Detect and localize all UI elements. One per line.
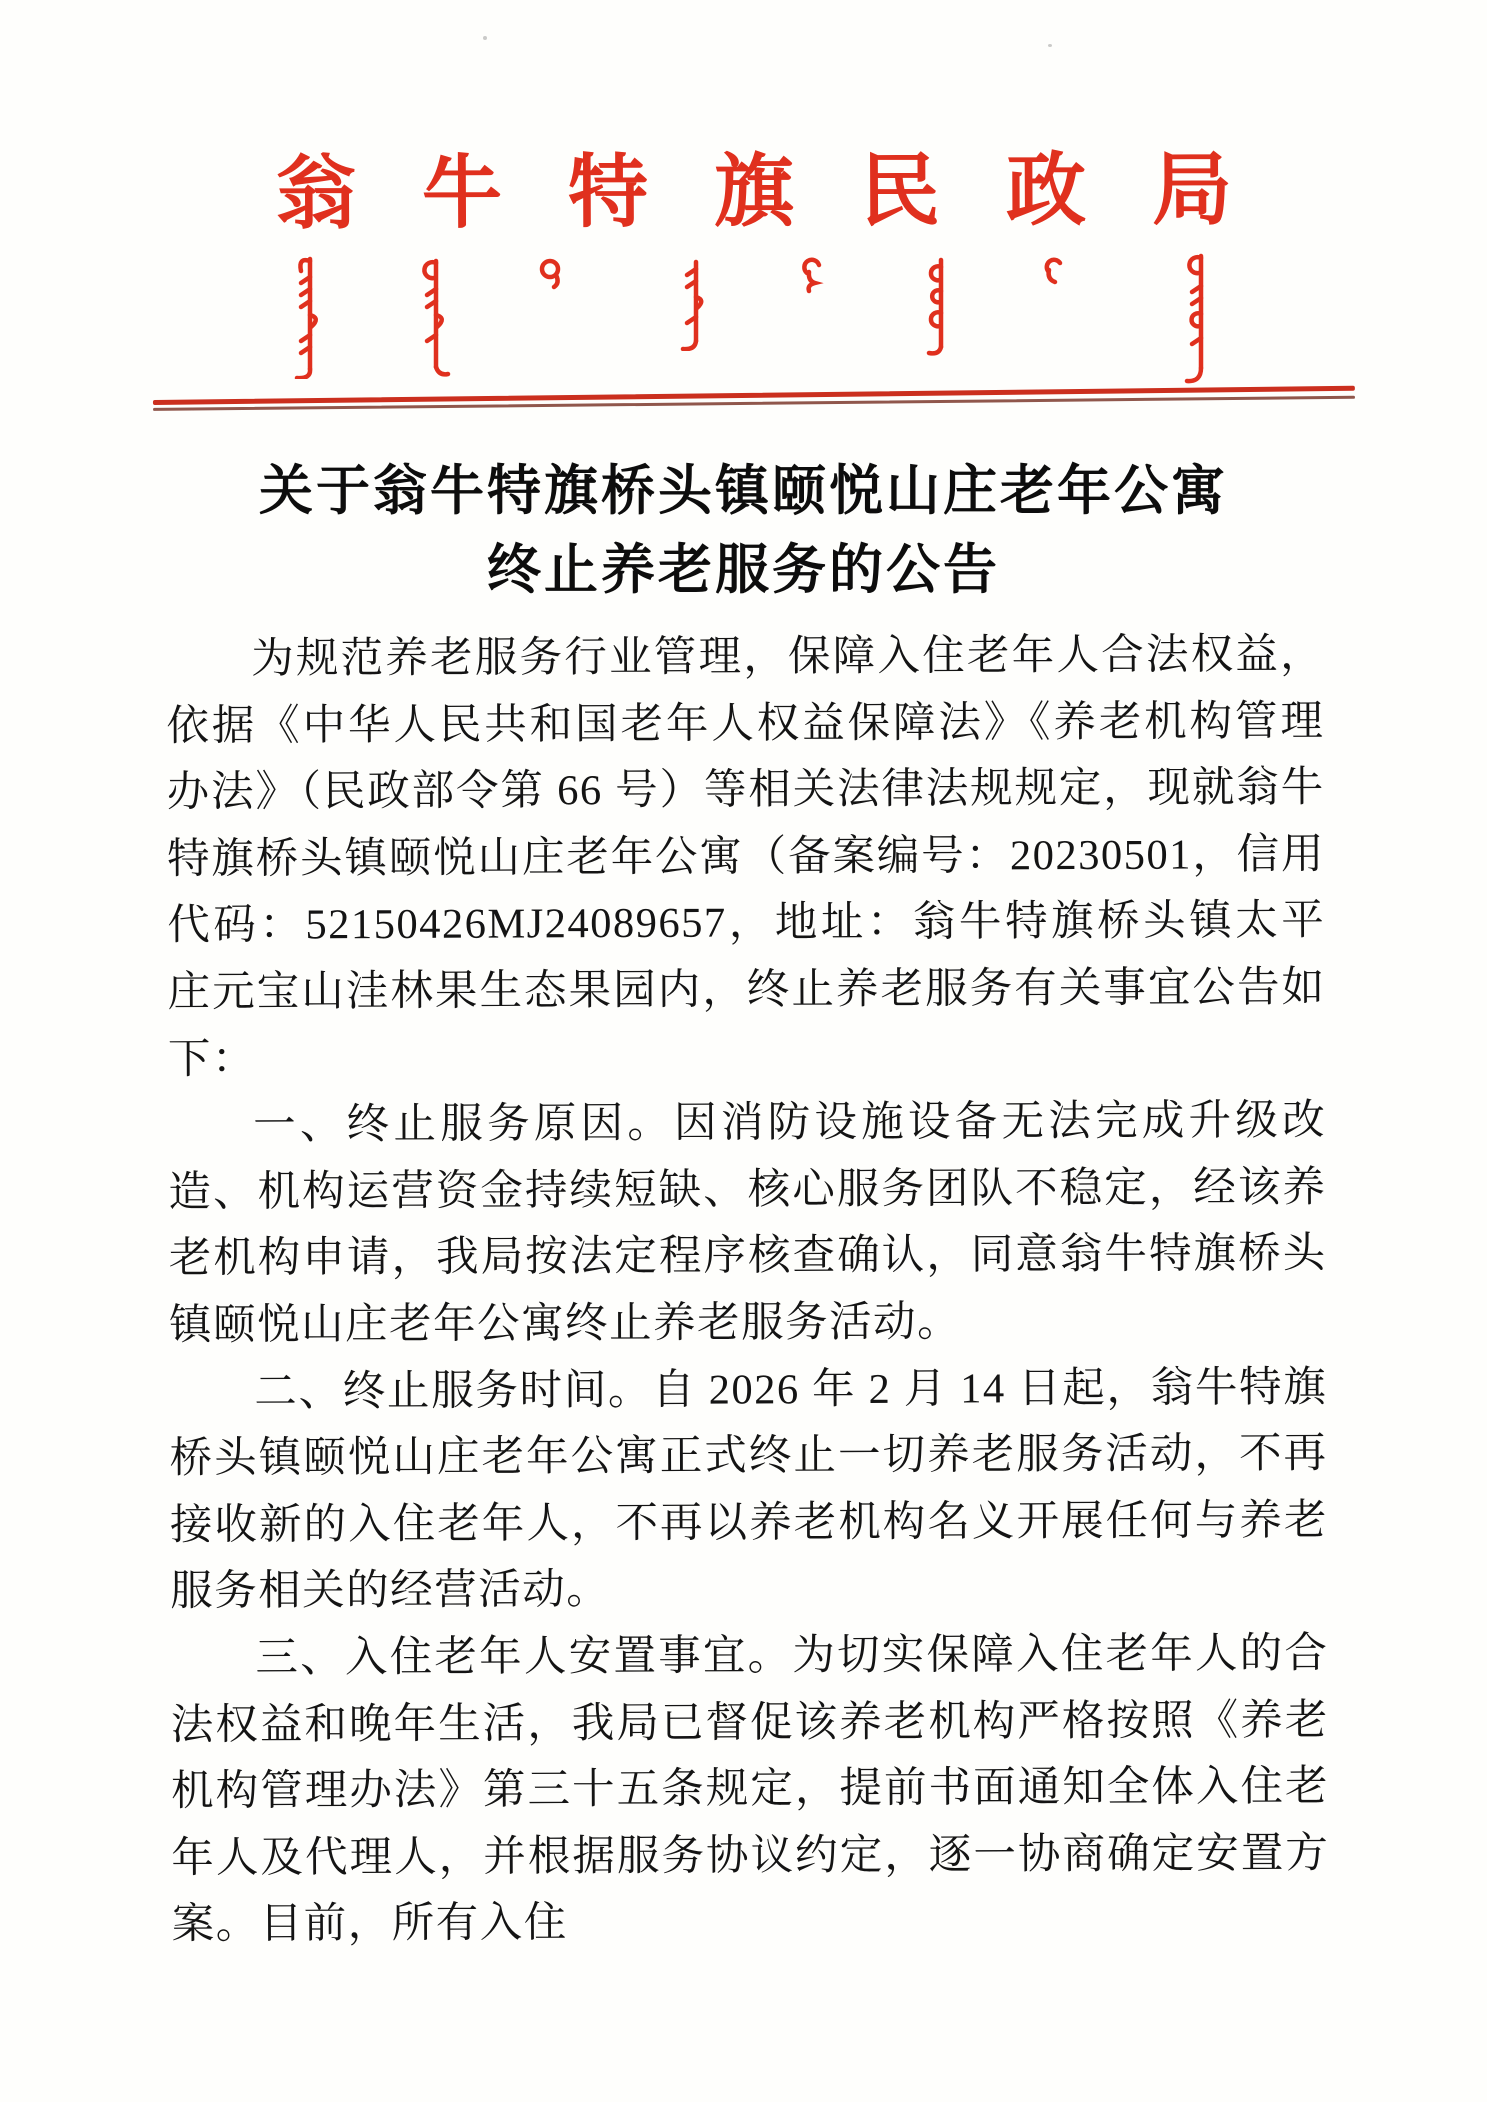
- agency-name-char: 特: [567, 149, 649, 238]
- announcement-title: [0, 452, 1487, 610]
- agency-name-char: 政: [1005, 147, 1087, 236]
- scan-speck: [483, 36, 487, 40]
- mongolian-script-word-icon: [529, 257, 573, 293]
- mongolian-script-word-icon: [1033, 255, 1077, 293]
- body-paragraph: 为规范养老服务行业管理，保障入住老年人合法权益，依据《中华人民共和国老年人权益保障法》《养老机构管理办法》（民政部令第 66 号）等相关法律法规规定，现就翁牛特旗桥头镇颐悦山庄老年公寓（备案编号：20230501，信用代码：52150426MJ24089657，地址：翁牛特旗桥头镇太平庄元宝山洼林果生态果园内，终止养老服务有关事宜公告如下：: [166, 630, 1326, 1083]
- red-separator-line: [153, 386, 1355, 412]
- mongolian-script-word-icon: [674, 257, 718, 351]
- mongolian-script-word-icon: [288, 253, 332, 379]
- mongolian-script-word-icon: [792, 255, 836, 297]
- agency-name-char: 旗: [713, 148, 795, 238]
- announcement-body: [166, 622, 1330, 1959]
- agency-name-char: 翁: [275, 150, 357, 240]
- announcement-title-line-2: 终止养老服务的公告: [487, 540, 1000, 600]
- mongolian-script-word-icon: [414, 255, 458, 377]
- announcement-title-line-1: 关于翁牛特旗桥头镇颐悦山庄老年公寓: [259, 461, 1228, 521]
- body-paragraph: 一、终止服务原因。因消防设施设备无法完成升级改造、机构运营资金持续短缺、核心服务团队不稳定，经该养老机构申请，我局按法定程序核查确认，同意翁牛特旗桥头镇颐悦山庄老年公寓终止养老服务活动。: [168, 1097, 1327, 1349]
- mongolian-script-word-icon: [1179, 250, 1223, 390]
- scan-speck: [1048, 44, 1052, 47]
- agency-name-char: 民: [859, 148, 941, 237]
- agency-name-char: 局: [1151, 146, 1233, 236]
- body-paragraph: 三、入住老年人安置事宜。为切实保障入住老年人的合法权益和晚年生活，我局已督促该养老机构严格按照《养老机构管理办法》第三十五条规定，提前书面通知全体入住老年人及代理人，并根据服务协议约定，逐一协商确定安置方案。目前，所有入住: [170, 1629, 1330, 1949]
- mongolian-script-word-icon: [919, 255, 963, 357]
- body-paragraph: 二、终止服务时间。自 2026 年 2 月 14 日起，翁牛特旗桥头镇颐悦山庄老年公寓正式终止一切养老服务活动，不再接收新的入住老年人，不再以养老机构名义开展任何与养老服务相关的经营活动。: [169, 1363, 1329, 1616]
- agency-name-char: 牛: [421, 150, 503, 239]
- agency-name: [276, 148, 1232, 238]
